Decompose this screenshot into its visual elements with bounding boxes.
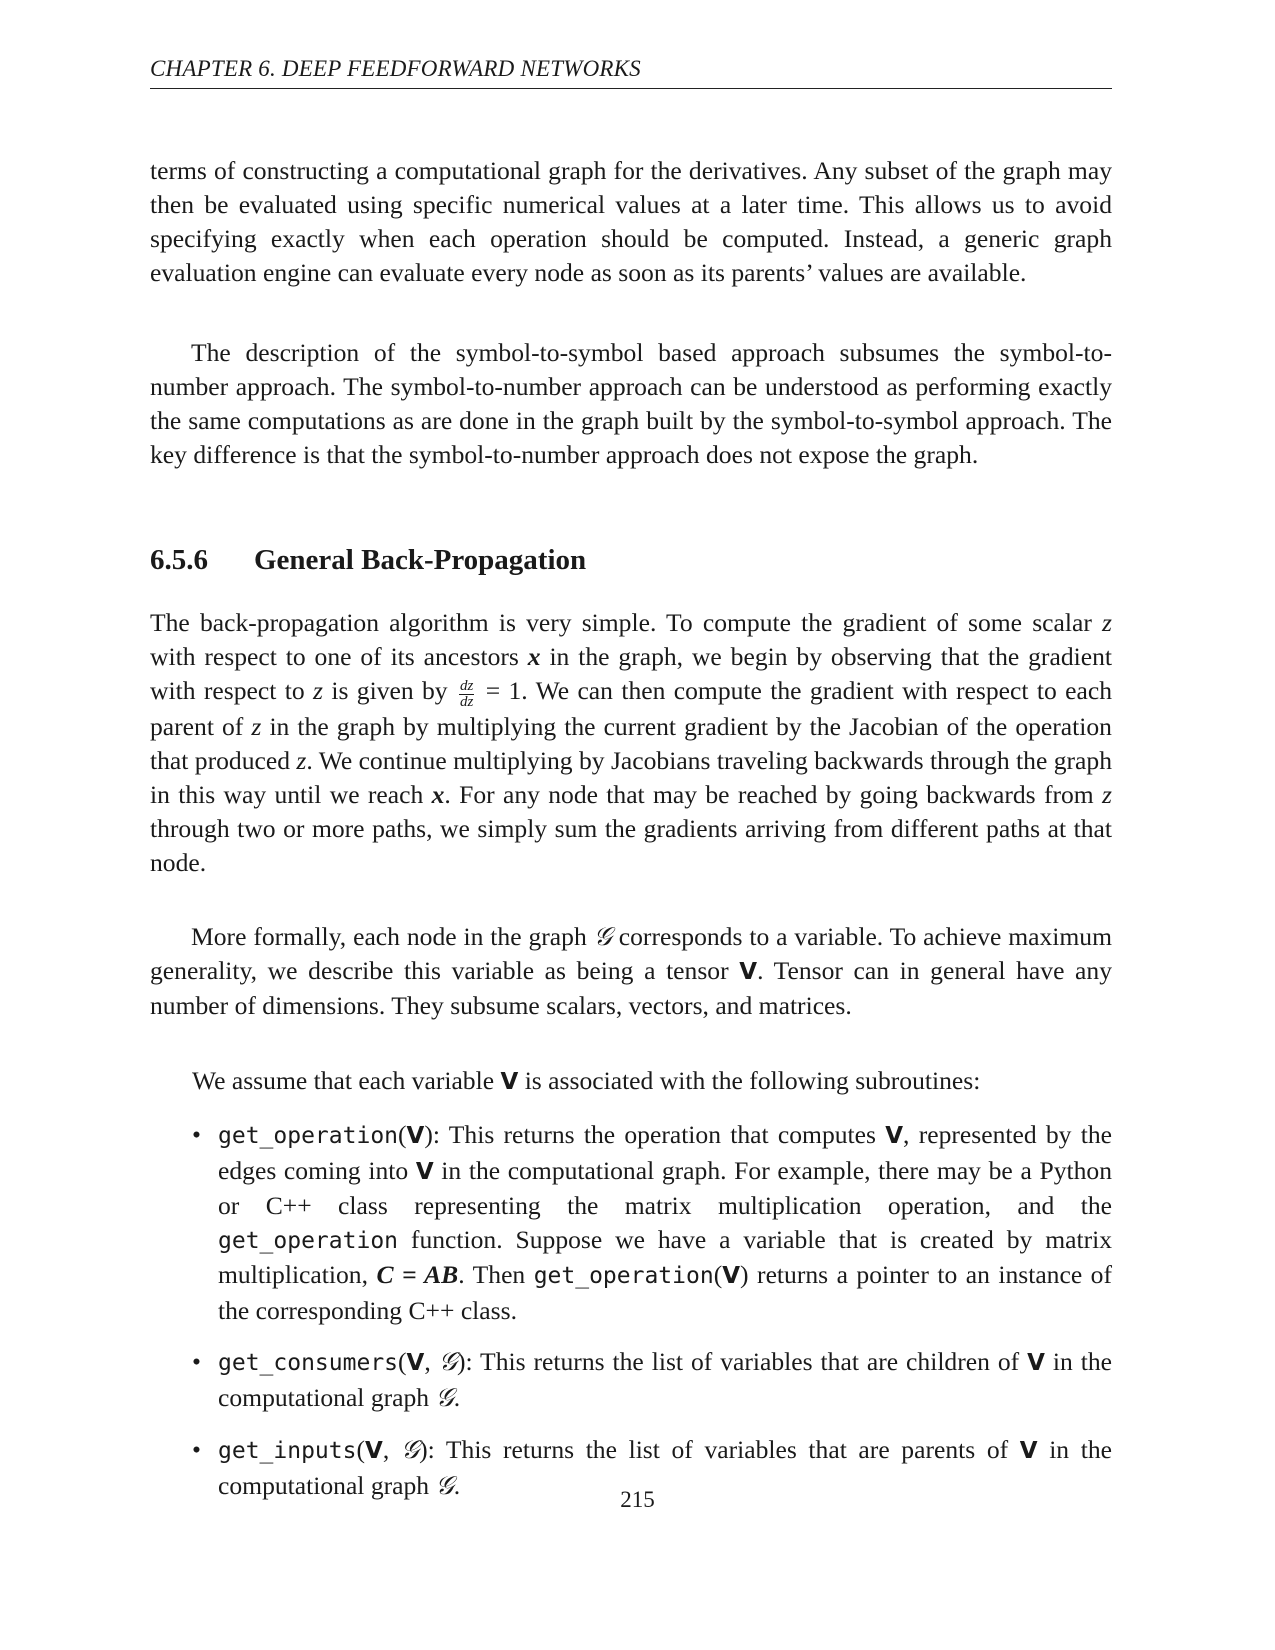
math-z: z (251, 711, 262, 741)
bullet-icon: • (192, 1435, 201, 1464)
bullet-icon: • (192, 1120, 201, 1149)
bullet-icon: • (192, 1347, 201, 1376)
math-z: z (1102, 779, 1112, 809)
page-number: 215 (620, 1487, 655, 1512)
section-heading (150, 544, 586, 577)
section-title: General Back-Propagation (254, 544, 587, 576)
math-x: x (431, 779, 445, 809)
paragraph-symbol-to-symbol: The description of the symbol-to-symbol based approach subsumes the symbol-to-number approach. The symbol-to-number approach can be understood as performing exactly the same computations as are done in the graph built by the symbol-to-symbol approach. The key difference is that the symbol-to-number approach does not expose the graph. (150, 338, 1112, 469)
math-z: z (1102, 608, 1112, 637)
code-get-operation: get_operation (533, 1263, 714, 1289)
math-x: x (527, 642, 541, 671)
paragraph-derivatives-graph: terms of constructing a computational graph for the derivatives. Any subset of the graph may then be evaluated using specific numerical values at a later time. This allows us to avoid specifying exactly when each operation should be computed. Instead, a generic graph evaluation engine can evaluate every node as soon as its parents’ values are available. (150, 156, 1112, 287)
code-get-operation: get_operation (218, 1227, 399, 1254)
code-get-inputs: get_inputs (218, 1438, 357, 1464)
paragraph-formal-definition: More formally, each node in the graph 𝒢 corresponds to a variable. To achieve maximum generality, we describe this variable as being a tensor V. Tensor can in general have any number of dimensions. They subsume scalars, vectors, and matrices. (150, 922, 1113, 1020)
math-z: z (296, 745, 307, 775)
math-equation: C = AB (376, 1260, 459, 1289)
math-tensor-V: V (739, 959, 758, 985)
math-tensor-V: V (500, 1069, 519, 1095)
list-item-get-operation: • get_operation(V): This returns the operation that computes V, represented by the edges coming into V in the computational graph. For example, there may be a Python or C++ class representing the matrix multiplication operation, and the get_operation function. Suppose we have a variable that is created by matrix multiplication, C = AB. Then get_operation(V) returns a pointer to an instance of the corresponding C++ class. (192, 1120, 1112, 1325)
math-graph-G: 𝒢 (593, 922, 612, 952)
section-number: 6.5.6 (150, 544, 208, 576)
code-get-operation: get_operation (218, 1123, 399, 1149)
running-head: CHAPTER 6. DEEP FEEDFORWARD NETWORKS (150, 56, 1112, 89)
code-get-consumers: get_consumers (218, 1350, 399, 1376)
list-item-get-inputs: • get_inputs(V, 𝒢): This returns the list of variables that are parents of V in the computational graph 𝒢. (192, 1435, 1112, 1501)
subroutine-list (150, 1118, 1112, 1521)
math-z: z (313, 676, 323, 705)
paragraph-subroutines-intro: We assume that each variable V is associated with the following subroutines: (192, 1066, 981, 1095)
paragraph-backprop-intro: The back-propagation algorithm is very simple. To compute the gradient of some scalar z with respect to one of its ancestors x in the graph, we begin by observing that the gradient with respect to z is given by $\frac{dz}{dz}$ = 1. We can then compute the gradient with respect to each parent of z in the graph by multiplying the current gradient by the Jacobian of the operation that produced z. We continue multiplying by Jacobians traveling backwards through the graph in this way until we reach x. For any node that may be reached by going backwards from z through two or more paths, we simply sum the gradients arriving from different paths at that node. (150, 608, 1112, 877)
list-item-get-consumers: • get_consumers(V, 𝒢): This returns the list of variables that are children of V in the computational graph 𝒢. (192, 1347, 1112, 1413)
fraction-dz-dz: $\frac{dz}{dz}$ (459, 677, 474, 710)
